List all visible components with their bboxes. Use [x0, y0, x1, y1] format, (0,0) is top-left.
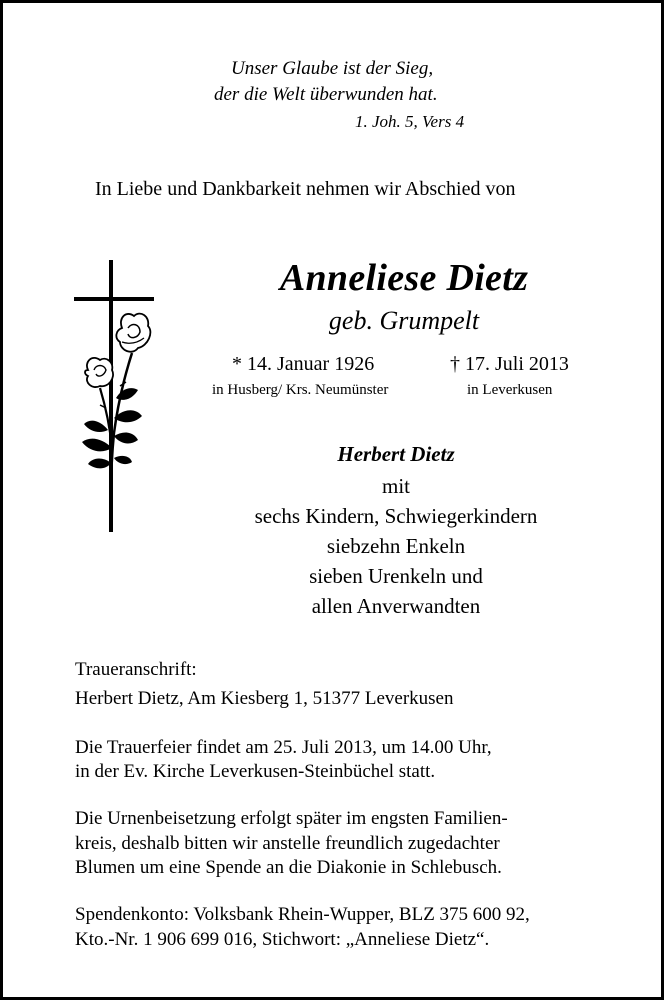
- address-label: Traueranschrift:: [75, 659, 197, 680]
- address-line: Herbert Dietz, Am Kiesberg 1, 51377 Leverkusen: [75, 688, 454, 709]
- birth-name: geb. Grumpelt: [328, 306, 480, 335]
- mourner-name: Herbert Dietz: [337, 442, 455, 466]
- mourner-line: mit: [381, 474, 411, 498]
- verse-line-2: der die Welt überwunden hat.: [214, 84, 438, 105]
- mourner-line: sieben Urenkeln und: [309, 564, 483, 588]
- ceremony-line-2: in der Ev. Kirche Leverkusen-Steinbüchel statt.: [75, 761, 436, 782]
- ceremony-line-1: Die Trauerfeier findet am 25. Juli 2013, um 14.00 Uhr,: [75, 737, 492, 758]
- verse-reference: 1. Joh. 5, Vers 4: [355, 112, 465, 131]
- burial-line-1: Die Urnenbeisetzung erfolgt später im engsten Familien-: [75, 808, 508, 829]
- verse-line-1: Unser Glaube ist der Sieg,: [231, 58, 434, 79]
- burial-line-3: Blumen um eine Spende an die Diakonie in Schlebusch.: [75, 857, 502, 878]
- birth-date: * 14. Januar 1926: [232, 353, 375, 375]
- deceased-name: Anneliese Dietz: [279, 257, 529, 299]
- mourner-line: siebzehn Enkeln: [326, 534, 466, 558]
- mourner-line: sechs Kindern, Schwiegerkindern: [254, 504, 538, 528]
- death-place: in Leverkusen: [467, 382, 553, 398]
- mourner-line: allen Anverwandten: [311, 594, 481, 618]
- farewell-intro: In Liebe und Dankbarkeit nehmen wir Abschied von: [95, 178, 516, 200]
- birth-place: in Husberg/ Krs. Neumünster: [212, 382, 389, 398]
- burial-line-2: kreis, deshalb bitten wir anstelle freundlich zugedachter: [75, 833, 500, 854]
- cross-with-rose-icon: [62, 258, 162, 538]
- donation-line-1: Spendenkonto: Volksbank Rhein-Wupper, BLZ 375 600 92,: [75, 904, 530, 925]
- death-date: † 17. Juli 2013: [450, 353, 569, 375]
- donation-line-2: Kto.-Nr. 1 906 699 016, Stichwort: „Anneliese Dietz“.: [75, 929, 490, 950]
